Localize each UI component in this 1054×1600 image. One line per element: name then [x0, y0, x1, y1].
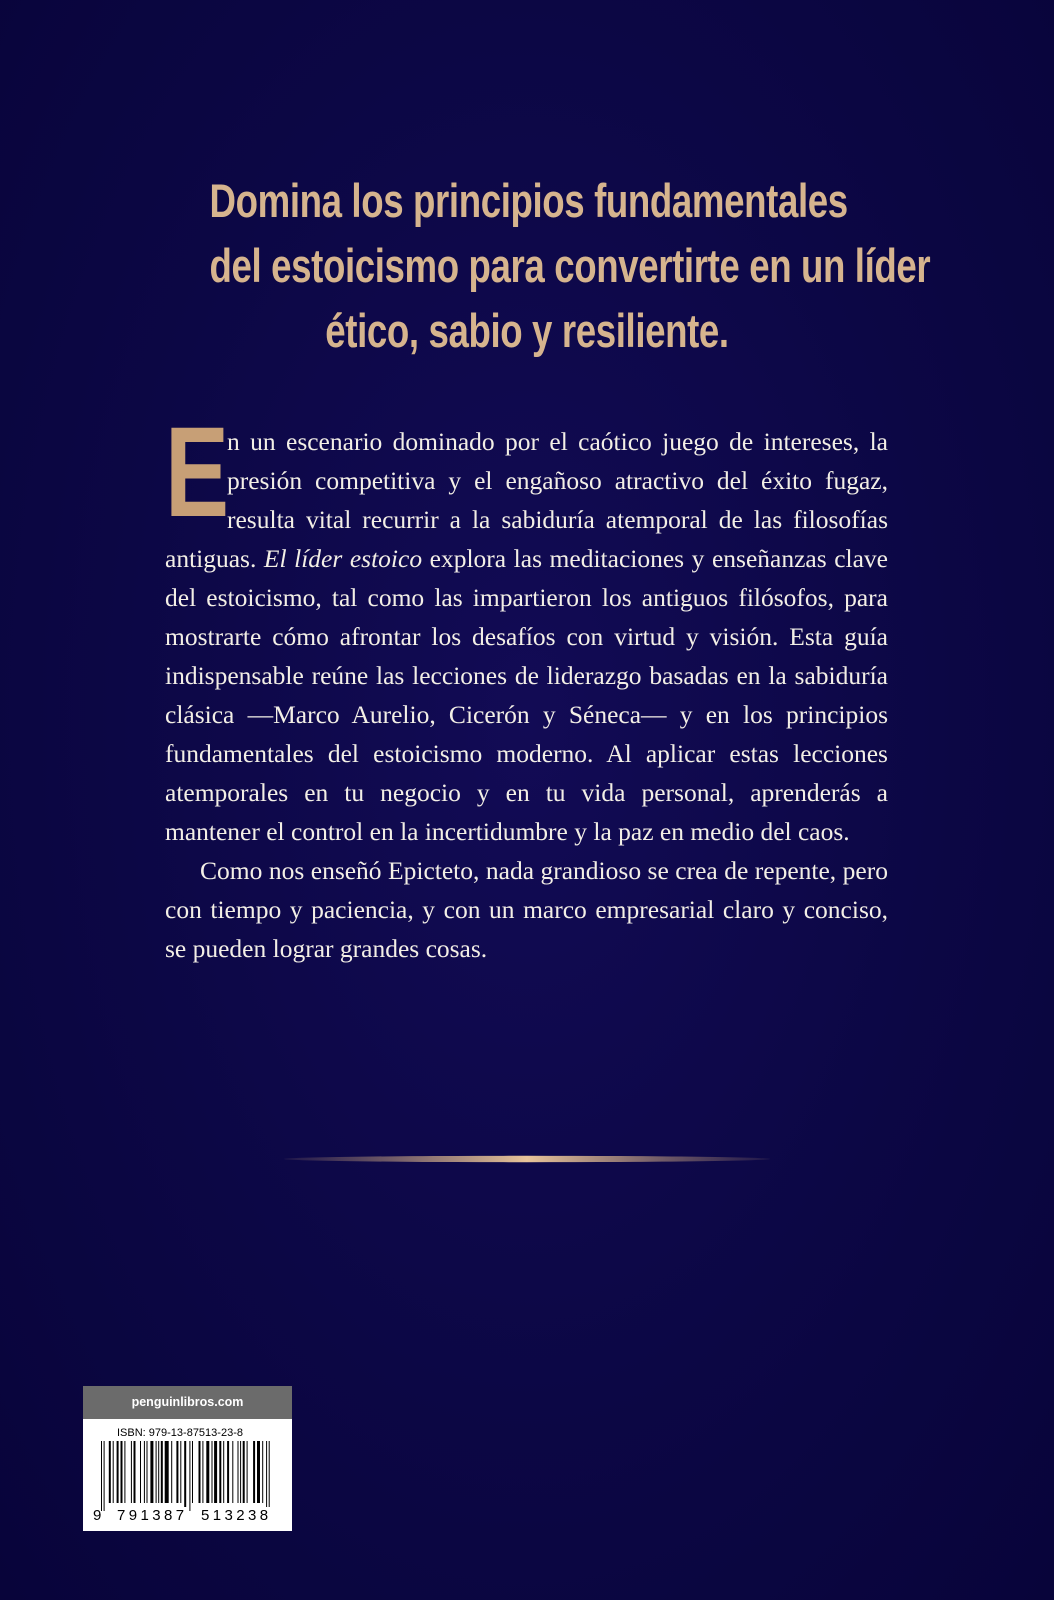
barcode-bar — [113, 1441, 114, 1503]
barcode-bar — [150, 1441, 153, 1503]
barcode — [95, 1441, 285, 1511]
barcode-digits-right: 513238 — [201, 1507, 272, 1524]
barcode-bar — [104, 1441, 105, 1511]
barcode-bar — [199, 1441, 201, 1503]
barcode-bar — [247, 1441, 248, 1503]
barcode-bar — [140, 1441, 141, 1503]
barcode-bar — [131, 1441, 132, 1503]
barcode-bar — [240, 1441, 241, 1503]
cover-headline — [209, 168, 931, 363]
barcode-bar — [202, 1441, 203, 1503]
headline-line-3: ético, sabio y resiliente. — [325, 304, 729, 357]
barcode-bar — [109, 1441, 111, 1503]
barcode-bar — [214, 1441, 217, 1503]
barcode-bar — [227, 1441, 229, 1503]
barcode-bar — [184, 1441, 186, 1511]
barcode-bar — [156, 1441, 157, 1503]
barcode-block — [83, 1386, 292, 1531]
barcode-digits-left: 791387 — [117, 1507, 188, 1524]
barcode-bar — [212, 1441, 213, 1503]
barcode-bar — [189, 1441, 190, 1511]
barcode-bar — [176, 1441, 178, 1503]
isbn-label: ISBN: 979-13-87513-23-8 — [117, 1427, 243, 1439]
barcode-bar — [253, 1441, 255, 1503]
barcode-bar — [101, 1441, 102, 1511]
barcode-bar — [223, 1441, 224, 1503]
barcode-bar — [238, 1441, 239, 1503]
barcode-bar — [144, 1441, 145, 1503]
barcode-bar — [147, 1441, 148, 1503]
drop-cap: E — [165, 401, 230, 544]
gold-divider — [284, 1155, 770, 1163]
barcode-bar — [124, 1441, 125, 1503]
barcode-bar — [243, 1441, 245, 1503]
barcode-bar — [257, 1441, 260, 1503]
barcode-bar — [266, 1441, 267, 1511]
barcode-bar — [269, 1441, 270, 1511]
book-title-italic: El líder estoico — [263, 544, 423, 573]
barcode-bar — [180, 1441, 181, 1503]
barcode-bar — [165, 1441, 169, 1503]
blurb-paragraph-1-start: n un escenario dominado por el caótico juego de intereses, la presión competitiva y el engañoso atractivo del éxito fugaz, resulta vital recurrir a la sabiduría atemporal de las filosofías antiguas. — [165, 427, 888, 573]
blurb-paragraph-1 — [165, 401, 888, 851]
barcode-bar — [219, 1441, 221, 1503]
barcode-bar — [262, 1441, 263, 1503]
barcode-digits — [91, 1505, 287, 1527]
publisher-website[interactable]: penguinlibros.com — [83, 1386, 292, 1419]
barcode-bar — [121, 1441, 123, 1503]
barcode-bar — [161, 1441, 163, 1503]
barcode-bar — [134, 1441, 136, 1503]
barcode-digit-first: 9 — [93, 1507, 102, 1524]
headline-line-1: Domina los principios fundamentales — [209, 174, 848, 227]
barcode-bar — [206, 1441, 209, 1503]
barcode-bar — [171, 1441, 172, 1503]
barcode-bar — [158, 1441, 159, 1503]
blurb-text — [165, 401, 888, 968]
blurb-paragraph-1-end: explora las meditaciones y enseñanzas clave del estoicismo, tal como las impartieron los antiguos filósofos, para mostrarte cómo afrontar los desafíos con virtud y visión. Esta guía indispensable reúne las lecciones de liderazgo basadas en la sabiduría clásica —Marco Aurelio, Cicerón y Séneca— y en los principios fundamentales del estoicismo moderno. Al aplicar estas lecciones atemporales en tu negocio y en tu vida personal, aprenderás a mantener el control en la incertidumbre y la paz en medio del caos. — [165, 544, 888, 846]
blurb-paragraph-2: Como nos enseñó Epicteto, nada grandioso se crea de repente, pero con tiempo y paciencia, y con un marco empresarial claro y conciso, se pueden lograr grandes cosas. — [165, 856, 888, 963]
barcode-bar — [192, 1441, 193, 1503]
barcode-bar — [117, 1441, 119, 1503]
barcode-bar — [232, 1441, 233, 1503]
headline-line-2: del estoicismo para convertirte en un líder — [209, 239, 931, 292]
